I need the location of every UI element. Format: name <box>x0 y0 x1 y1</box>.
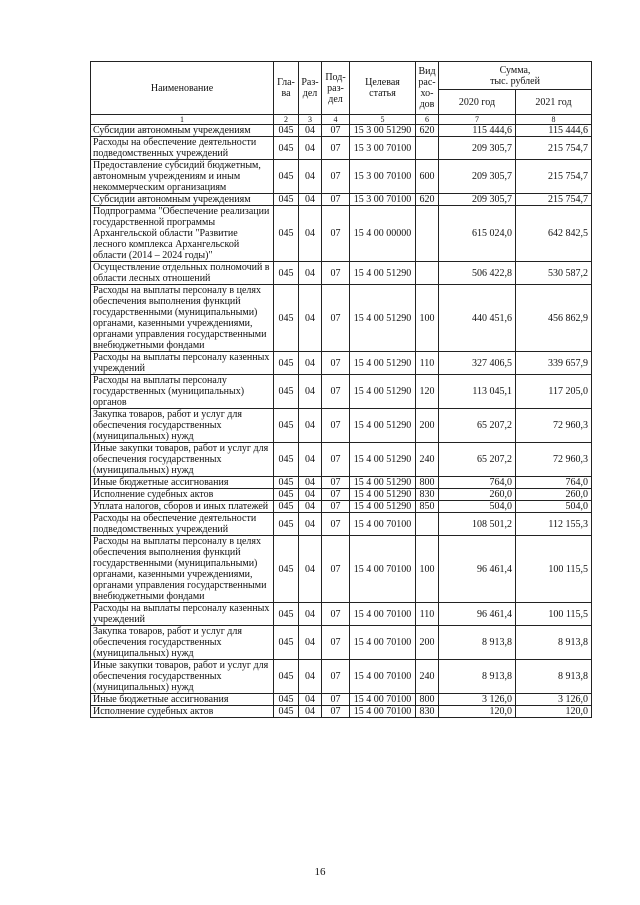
table-row <box>91 443 592 477</box>
row-section: 04 <box>299 489 322 501</box>
row-section: 04 <box>299 513 322 536</box>
row-chapter: 045 <box>274 352 299 375</box>
row-amount-2020: 615 024,0 <box>439 206 516 262</box>
row-amount-2021: 112 155,3 <box>516 513 592 536</box>
row-section: 04 <box>299 206 322 262</box>
column-number: 1 <box>91 115 274 125</box>
row-section: 04 <box>299 262 322 285</box>
header-subsection: Под- раз- дел <box>322 62 350 115</box>
row-section: 04 <box>299 626 322 660</box>
table-row <box>91 536 592 603</box>
row-amount-2020: 115 444,6 <box>439 125 516 137</box>
row-amount-2020: 8 913,8 <box>439 660 516 694</box>
row-subsection: 07 <box>322 501 350 513</box>
row-amount-2021: 764,0 <box>516 477 592 489</box>
row-subsection: 07 <box>322 262 350 285</box>
row-subsection: 07 <box>322 660 350 694</box>
row-expense-type <box>416 137 439 160</box>
row-name: Субсидии автономным учреждениям <box>91 125 274 137</box>
row-expense-type: 120 <box>416 375 439 409</box>
row-section: 04 <box>299 443 322 477</box>
table-row <box>91 194 592 206</box>
row-subsection: 07 <box>322 443 350 477</box>
row-amount-2021: 100 115,5 <box>516 536 592 603</box>
row-target: 15 4 00 00000 <box>350 206 416 262</box>
row-section: 04 <box>299 603 322 626</box>
row-subsection: 07 <box>322 626 350 660</box>
row-chapter: 045 <box>274 489 299 501</box>
row-subsection: 07 <box>322 137 350 160</box>
table-row <box>91 352 592 375</box>
column-number: 7 <box>439 115 516 125</box>
row-name: Расходы на выплаты персоналу казенных учреждений <box>91 603 274 626</box>
table-row <box>91 513 592 536</box>
column-number: 4 <box>322 115 350 125</box>
row-target: 15 4 00 70100 <box>350 513 416 536</box>
row-expense-type: 100 <box>416 285 439 352</box>
row-amount-2020: 3 126,0 <box>439 694 516 706</box>
header-chapter: Гла- ва <box>274 62 299 115</box>
header-year-2020: 2020 год <box>439 90 516 115</box>
row-chapter: 045 <box>274 375 299 409</box>
row-name: Расходы на выплаты персоналу казенных учреждений <box>91 352 274 375</box>
table-row <box>91 603 592 626</box>
column-number: 3 <box>299 115 322 125</box>
row-section: 04 <box>299 409 322 443</box>
column-number: 8 <box>516 115 592 125</box>
row-chapter: 045 <box>274 501 299 513</box>
row-amount-2021: 260,0 <box>516 489 592 501</box>
row-amount-2021: 8 913,8 <box>516 660 592 694</box>
row-amount-2020: 209 305,7 <box>439 160 516 194</box>
row-amount-2020: 96 461,4 <box>439 536 516 603</box>
row-amount-2021: 100 115,5 <box>516 603 592 626</box>
row-amount-2020: 506 422,8 <box>439 262 516 285</box>
row-name: Предоставление субсидий бюджетным, автономным учреждениям и иным некоммерческим организациям <box>91 160 274 194</box>
row-target: 15 4 00 51290 <box>350 443 416 477</box>
row-name: Расходы на обеспечение деятельности подведомственных учреждений <box>91 513 274 536</box>
row-section: 04 <box>299 694 322 706</box>
row-target: 15 3 00 70100 <box>350 194 416 206</box>
row-chapter: 045 <box>274 513 299 536</box>
row-amount-2020: 764,0 <box>439 477 516 489</box>
row-subsection: 07 <box>322 160 350 194</box>
row-chapter: 045 <box>274 409 299 443</box>
row-chapter: 045 <box>274 536 299 603</box>
header-amount: Сумма, тыс. рублей <box>439 62 592 90</box>
row-expense-type <box>416 262 439 285</box>
row-chapter: 045 <box>274 694 299 706</box>
row-amount-2020: 65 207,2 <box>439 409 516 443</box>
row-amount-2021: 530 587,2 <box>516 262 592 285</box>
row-target: 15 4 00 51290 <box>350 375 416 409</box>
budget-table <box>90 61 592 718</box>
row-name: Иные бюджетные ассигнования <box>91 477 274 489</box>
row-expense-type: 600 <box>416 160 439 194</box>
row-expense-type: 110 <box>416 603 439 626</box>
row-chapter: 045 <box>274 706 299 718</box>
row-amount-2021: 3 126,0 <box>516 694 592 706</box>
row-name: Иные закупки товаров, работ и услуг для обеспечения государственных (муниципальных) нужд <box>91 443 274 477</box>
row-target: 15 4 00 70100 <box>350 536 416 603</box>
row-name: Расходы на выплаты персоналу в целях обеспечения выполнения функций государственными (муниципальными) органами, казенными учреждениями, органами управления государственными внебюджетными фондами <box>91 285 274 352</box>
row-amount-2021: 504,0 <box>516 501 592 513</box>
row-amount-2021: 215 754,7 <box>516 137 592 160</box>
row-chapter: 045 <box>274 262 299 285</box>
row-subsection: 07 <box>322 375 350 409</box>
row-name: Закупка товаров, работ и услуг для обеспечения государственных (муниципальных) нужд <box>91 626 274 660</box>
column-number: 2 <box>274 115 299 125</box>
row-chapter: 045 <box>274 137 299 160</box>
row-section: 04 <box>299 137 322 160</box>
page-number: 16 <box>314 866 326 878</box>
table-row <box>91 489 592 501</box>
row-target: 15 3 00 51290 <box>350 125 416 137</box>
row-amount-2020: 260,0 <box>439 489 516 501</box>
row-amount-2020: 65 207,2 <box>439 443 516 477</box>
row-target: 15 4 00 70100 <box>350 603 416 626</box>
row-chapter: 045 <box>274 285 299 352</box>
table-row <box>91 477 592 489</box>
row-target: 15 4 00 70100 <box>350 626 416 660</box>
row-expense-type: 100 <box>416 536 439 603</box>
row-amount-2021: 117 205,0 <box>516 375 592 409</box>
row-expense-type: 830 <box>416 706 439 718</box>
row-name: Исполнение судебных актов <box>91 489 274 501</box>
row-expense-type <box>416 206 439 262</box>
row-name: Закупка товаров, работ и услуг для обеспечения государственных (муниципальных) нужд <box>91 409 274 443</box>
row-expense-type <box>416 513 439 536</box>
row-subsection: 07 <box>322 352 350 375</box>
column-number-row <box>91 115 592 125</box>
row-amount-2020: 440 451,6 <box>439 285 516 352</box>
row-name: Исполнение судебных актов <box>91 706 274 718</box>
row-subsection: 07 <box>322 603 350 626</box>
table-row <box>91 375 592 409</box>
row-target: 15 4 00 70100 <box>350 706 416 718</box>
row-name: Уплата налогов, сборов и иных платежей <box>91 501 274 513</box>
row-chapter: 045 <box>274 160 299 194</box>
row-target: 15 4 00 51290 <box>350 477 416 489</box>
row-name: Расходы на выплаты персоналу в целях обеспечения выполнения функций государственными (муниципальными) органами, казенными учреждениями, органами управления государственными внебюджетными фондами <box>91 536 274 603</box>
row-amount-2020: 108 501,2 <box>439 513 516 536</box>
row-amount-2020: 209 305,7 <box>439 137 516 160</box>
row-expense-type: 620 <box>416 125 439 137</box>
row-name: Расходы на выплаты персоналу государственных (муниципальных) органов <box>91 375 274 409</box>
row-amount-2021: 72 960,3 <box>516 443 592 477</box>
row-section: 04 <box>299 285 322 352</box>
row-amount-2021: 115 444,6 <box>516 125 592 137</box>
row-amount-2020: 209 305,7 <box>439 194 516 206</box>
row-section: 04 <box>299 477 322 489</box>
column-number: 5 <box>350 115 416 125</box>
row-expense-type: 240 <box>416 660 439 694</box>
row-amount-2021: 120,0 <box>516 706 592 718</box>
header-target: Целевая статья <box>350 62 416 115</box>
row-expense-type: 110 <box>416 352 439 375</box>
row-amount-2020: 327 406,5 <box>439 352 516 375</box>
row-amount-2020: 504,0 <box>439 501 516 513</box>
row-chapter: 045 <box>274 194 299 206</box>
row-subsection: 07 <box>322 694 350 706</box>
row-section: 04 <box>299 501 322 513</box>
row-name: Иные закупки товаров, работ и услуг для обеспечения государственных (муниципальных) нужд <box>91 660 274 694</box>
row-target: 15 4 00 70100 <box>350 694 416 706</box>
row-expense-type: 830 <box>416 489 439 501</box>
row-section: 04 <box>299 352 322 375</box>
row-expense-type: 850 <box>416 501 439 513</box>
row-expense-type: 200 <box>416 626 439 660</box>
row-amount-2021: 339 657,9 <box>516 352 592 375</box>
row-target: 15 4 00 51290 <box>350 409 416 443</box>
row-target: 15 3 00 70100 <box>350 137 416 160</box>
row-target: 15 3 00 70100 <box>350 160 416 194</box>
row-chapter: 045 <box>274 626 299 660</box>
row-amount-2020: 8 913,8 <box>439 626 516 660</box>
row-section: 04 <box>299 194 322 206</box>
table-row <box>91 206 592 262</box>
row-subsection: 07 <box>322 194 350 206</box>
header-name: Наименование <box>91 62 274 115</box>
row-target: 15 4 00 51290 <box>350 285 416 352</box>
table-row <box>91 694 592 706</box>
table-row <box>91 409 592 443</box>
row-name: Иные бюджетные ассигнования <box>91 694 274 706</box>
table-row <box>91 125 592 137</box>
table-row <box>91 501 592 513</box>
row-amount-2020: 96 461,4 <box>439 603 516 626</box>
header-expense-type: Вид рас- хо- дов <box>416 62 439 115</box>
row-expense-type: 800 <box>416 694 439 706</box>
row-chapter: 045 <box>274 443 299 477</box>
row-name: Субсидии автономным учреждениям <box>91 194 274 206</box>
row-amount-2020: 113 045,1 <box>439 375 516 409</box>
row-expense-type: 800 <box>416 477 439 489</box>
row-section: 04 <box>299 125 322 137</box>
row-chapter: 045 <box>274 603 299 626</box>
table-body <box>91 125 592 718</box>
header-section: Раз- дел <box>299 62 322 115</box>
row-amount-2021: 642 842,5 <box>516 206 592 262</box>
row-chapter: 045 <box>274 125 299 137</box>
row-subsection: 07 <box>322 206 350 262</box>
row-subsection: 07 <box>322 513 350 536</box>
row-chapter: 045 <box>274 660 299 694</box>
row-amount-2021: 215 754,7 <box>516 160 592 194</box>
row-section: 04 <box>299 660 322 694</box>
row-subsection: 07 <box>322 409 350 443</box>
row-name: Подпрограмма "Обеспечение реализации государственной программы Архангельской области "Развитие лесного комплекса Архангельской области (2014 – 2024 годы)" <box>91 206 274 262</box>
row-expense-type: 620 <box>416 194 439 206</box>
row-expense-type: 200 <box>416 409 439 443</box>
row-section: 04 <box>299 706 322 718</box>
row-subsection: 07 <box>322 706 350 718</box>
header-year-2021: 2021 год <box>516 90 592 115</box>
row-amount-2021: 456 862,9 <box>516 285 592 352</box>
row-chapter: 045 <box>274 477 299 489</box>
column-number: 6 <box>416 115 439 125</box>
row-target: 15 4 00 51290 <box>350 489 416 501</box>
row-amount-2021: 8 913,8 <box>516 626 592 660</box>
table-row <box>91 626 592 660</box>
row-target: 15 4 00 70100 <box>350 660 416 694</box>
row-expense-type: 240 <box>416 443 439 477</box>
table-row <box>91 285 592 352</box>
row-section: 04 <box>299 160 322 194</box>
row-subsection: 07 <box>322 125 350 137</box>
row-target: 15 4 00 51290 <box>350 352 416 375</box>
table-row <box>91 262 592 285</box>
row-subsection: 07 <box>322 489 350 501</box>
row-name: Расходы на обеспечение деятельности подведомственных учреждений <box>91 137 274 160</box>
row-target: 15 4 00 51290 <box>350 501 416 513</box>
table-row <box>91 706 592 718</box>
row-subsection: 07 <box>322 477 350 489</box>
row-name: Осуществление отдельных полномочий в области лесных отношений <box>91 262 274 285</box>
row-subsection: 07 <box>322 536 350 603</box>
row-amount-2020: 120,0 <box>439 706 516 718</box>
row-section: 04 <box>299 536 322 603</box>
row-chapter: 045 <box>274 206 299 262</box>
table-row <box>91 160 592 194</box>
row-subsection: 07 <box>322 285 350 352</box>
row-section: 04 <box>299 375 322 409</box>
table-header <box>91 62 592 125</box>
table-row <box>91 660 592 694</box>
row-amount-2021: 72 960,3 <box>516 409 592 443</box>
table-row <box>91 137 592 160</box>
row-target: 15 4 00 51290 <box>350 262 416 285</box>
row-amount-2021: 215 754,7 <box>516 194 592 206</box>
